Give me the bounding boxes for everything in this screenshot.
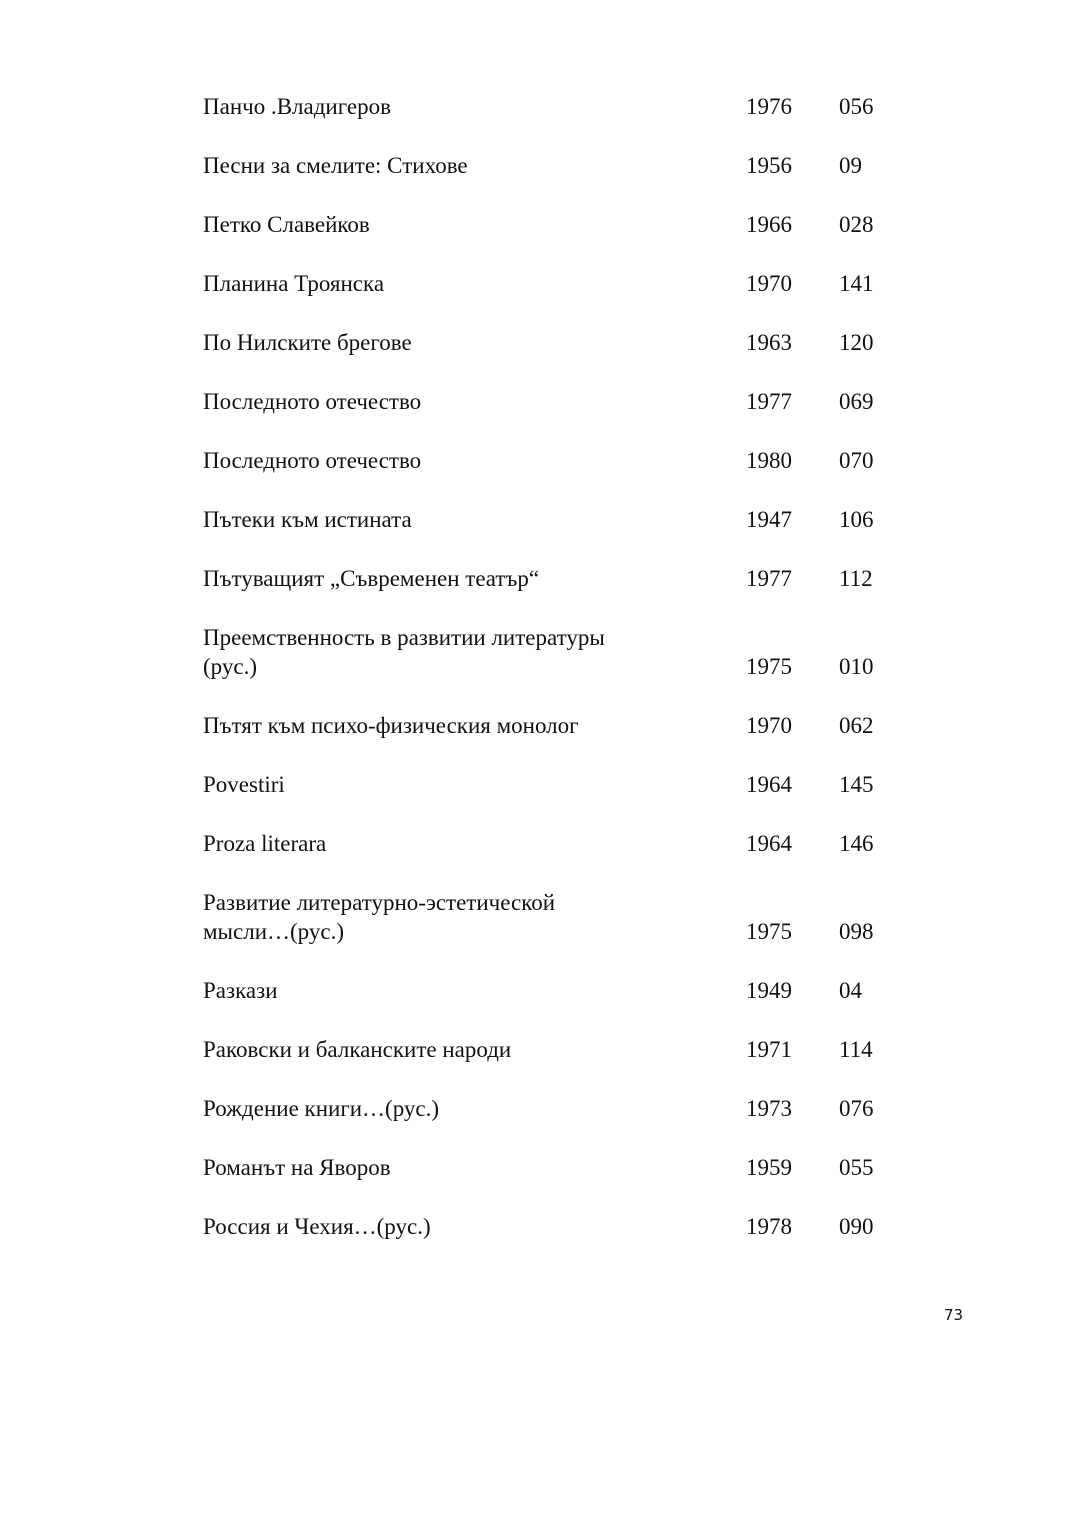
index-entry [203,711,903,740]
entry-year: 1970 [746,271,792,296]
index-entry [203,387,903,416]
entry-title: Песни за смелите: Стихове [203,153,468,178]
entry-year: 1978 [746,1214,792,1239]
entry-title: Романът на Яворов [203,1155,391,1180]
entry-title: Пътуващият „Съвременен театър“ [203,566,540,591]
index-entry [203,829,903,858]
index-entry [203,1094,903,1123]
entry-code: 04 [839,978,862,1003]
entry-title: По Нилските брегове [203,330,412,355]
index-entry [203,1035,903,1064]
entry-year: 1980 [746,448,792,473]
entry-code: 056 [839,94,874,119]
entry-title-line: (рус.) [203,654,257,679]
index-entry [203,151,903,180]
index-entry [203,1153,903,1182]
entry-title-line: Преемственность в развитии литературы [203,625,605,650]
entry-title [203,623,723,681]
entry-title: Proza literara [203,831,327,856]
entry-title: Разкази [203,978,278,1003]
index-entry [203,328,903,357]
entry-year: 1956 [746,153,792,178]
entry-title: Петко Славейков [203,212,370,237]
entry-year: 1977 [746,566,792,591]
entry-year: 1975 [746,654,792,679]
index-entry [203,446,903,475]
index-entry [203,269,903,298]
index-entry [203,505,903,534]
index-table [203,92,903,1271]
index-entry [203,976,903,1005]
entry-title: Рождение книги…(рус.) [203,1096,440,1121]
entry-code: 098 [839,919,874,944]
entry-title: Пътят към психо-физическия монолог [203,713,579,738]
entry-title: Последното отечество [203,389,422,414]
entry-title [203,888,723,946]
entry-year: 1975 [746,919,792,944]
entry-code: 028 [839,212,874,237]
entry-title: Раковски и балканските народи [203,1037,512,1062]
entry-year: 1964 [746,831,792,856]
entry-code: 106 [839,507,874,532]
entry-year: 1973 [746,1096,792,1121]
entry-title: Россия и Чехия…(рус.) [203,1214,431,1239]
entry-year: 1947 [746,507,792,532]
entry-title-line: Развитие литературно-эстетической [203,890,556,915]
entry-code: 055 [839,1155,874,1180]
entry-code: 070 [839,448,874,473]
entry-year: 1963 [746,330,792,355]
entry-code: 114 [839,1037,873,1062]
entry-code: 010 [839,654,874,679]
entry-title: Povestiri [203,772,285,797]
entry-code: 09 [839,153,862,178]
entry-year: 1976 [746,94,792,119]
entry-title: Пътеки към истината [203,507,412,532]
entry-year: 1970 [746,713,792,738]
entry-title: Панчо .Владигеров [203,94,391,119]
entry-year: 1949 [746,978,792,1003]
entry-year: 1966 [746,212,792,237]
index-entry [203,623,903,681]
index-entry [203,210,903,239]
entry-code: 076 [839,1096,874,1121]
index-entry [203,770,903,799]
index-entry [203,888,903,946]
entry-year: 1964 [746,772,792,797]
entry-code: 062 [839,713,874,738]
index-entry [203,564,903,593]
entry-year: 1977 [746,389,792,414]
entry-code: 112 [839,566,873,591]
entry-title-line: мысли…(рус.) [203,919,344,944]
entry-code: 120 [839,330,874,355]
entry-code: 141 [839,271,874,296]
entry-year: 1959 [746,1155,792,1180]
entry-code: 090 [839,1214,874,1239]
page-number: 73 [944,1306,964,1324]
index-entry [203,92,903,121]
entry-code: 069 [839,389,874,414]
entry-title: Планина Троянска [203,271,385,296]
entry-year: 1971 [746,1037,792,1062]
entry-code: 146 [839,831,874,856]
index-entry [203,1212,903,1241]
entry-code: 145 [839,772,874,797]
entry-title: Последното отечество [203,448,422,473]
